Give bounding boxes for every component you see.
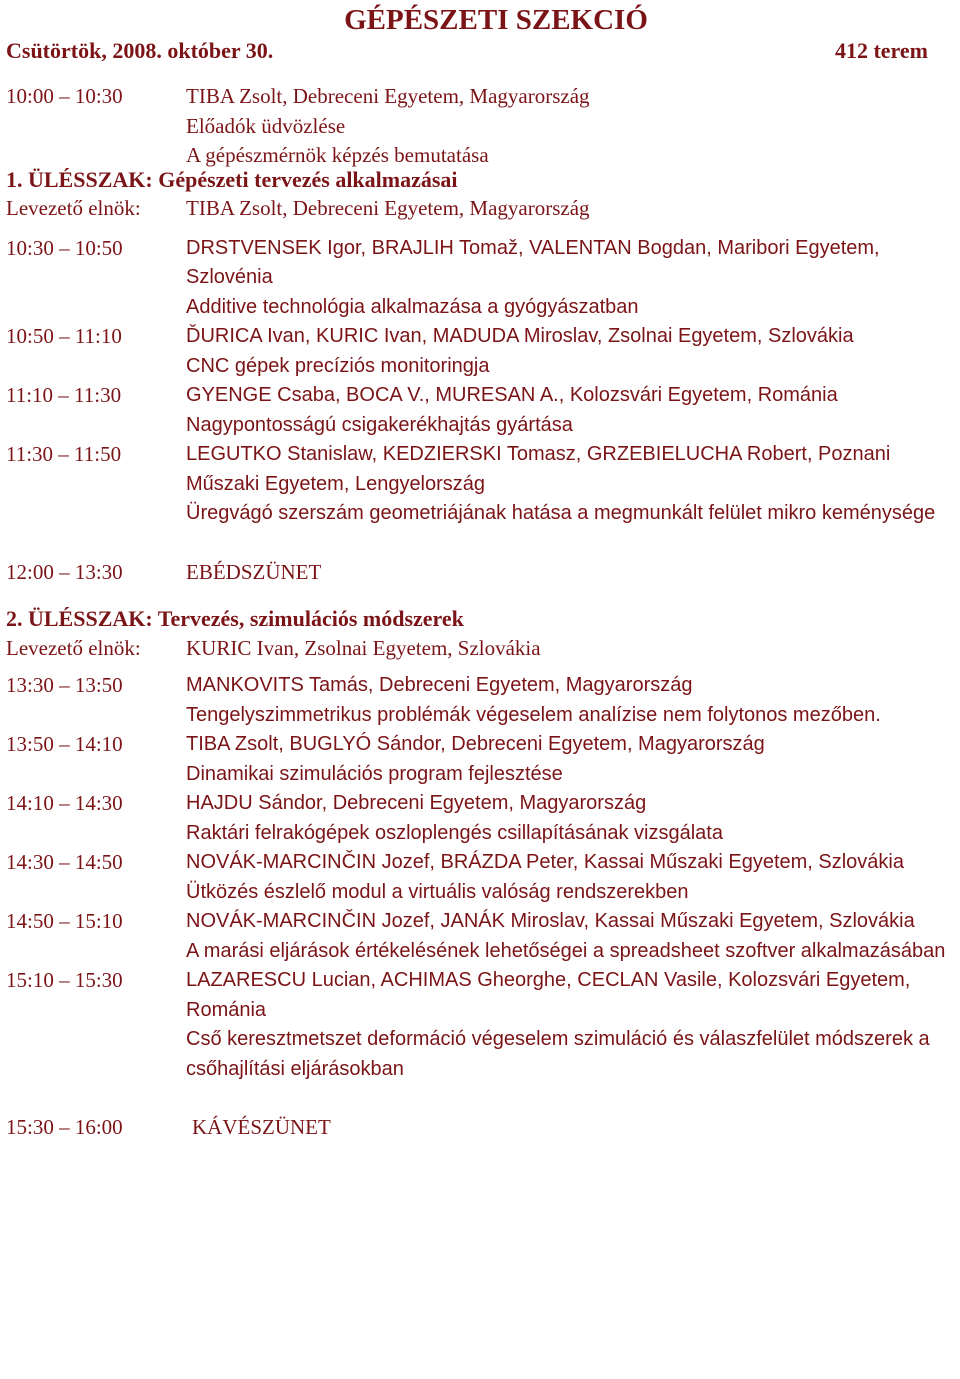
opening-line: A gépészmérnök képzés bemutatása bbox=[186, 143, 489, 167]
talk-title: Raktári felrakógépek oszloplengés csillapításának vizsgálata bbox=[186, 821, 723, 844]
talk-title: Üregvágó szerszám geometriájának hatása a megmunkált felület mikro keménysége bbox=[186, 502, 936, 524]
event-date: Csütörtök, 2008. október 30. bbox=[6, 38, 274, 63]
chair-name: KURIC Ivan, Zsolnai Egyetem, Szlovákia bbox=[186, 635, 541, 660]
talk-title: Ütközés észlelő modul a virtuális valóság rendszerekben bbox=[186, 880, 689, 903]
session-talk-list bbox=[6, 234, 956, 529]
slot-time: 13:50 – 14:10 bbox=[6, 732, 123, 756]
talk-title: Additive technológia alkalmazása a gyógyászatban bbox=[186, 295, 639, 318]
slot-time: 10:30 – 10:50 bbox=[6, 235, 123, 260]
session-chair bbox=[6, 194, 956, 224]
talk-authors: HAJDU Sándor, Debreceni Egyetem, Magyarország bbox=[186, 792, 647, 814]
date-room-row bbox=[6, 36, 956, 66]
talk-slot bbox=[6, 848, 956, 907]
program-page bbox=[6, 0, 956, 1143]
session-title: 2. ÜLÉSSZAK: Tervezés, szimulációs módszerek bbox=[6, 606, 464, 631]
slot-time: 15:10 – 15:30 bbox=[6, 968, 123, 992]
talk-authors: TIBA Zsolt, BUGLYÓ Sándor, Debreceni Egyetem, Magyarország bbox=[186, 733, 765, 755]
section-title: GÉPÉSZETI SZEKCIÓ bbox=[344, 4, 648, 36]
talk-slot bbox=[6, 322, 956, 381]
chair-name: TIBA Zsolt, Debreceni Egyetem, Magyarország bbox=[186, 196, 590, 220]
talk-slot bbox=[6, 789, 956, 848]
opening-slot bbox=[6, 82, 956, 171]
session-title: 1. ÜLÉSSZAK: Gépészeti tervezés alkalmazásai bbox=[6, 166, 458, 192]
slot-time: 14:10 – 14:30 bbox=[6, 791, 123, 815]
talk-authors: NOVÁK-MARCINČIN Jozef, BRÁZDA Peter, Kassai Műszaki Egyetem, Szlovákia bbox=[186, 851, 904, 873]
slot-time: 13:30 – 13:50 bbox=[6, 673, 123, 697]
slot-time: 15:30 – 16:00 bbox=[6, 1115, 123, 1139]
talk-slot bbox=[6, 440, 956, 529]
lunch-break bbox=[6, 558, 956, 588]
break-label: KÁVÉSZÜNET bbox=[192, 1115, 331, 1139]
slot-time: 14:50 – 15:10 bbox=[6, 909, 123, 933]
talk-slot bbox=[6, 381, 956, 440]
talk-authors: MANKOVITS Tamás, Debreceni Egyetem, Magyarország bbox=[186, 674, 693, 696]
session-chair bbox=[6, 634, 956, 664]
talk-slot bbox=[6, 730, 956, 789]
talk-title: Cső keresztmetszet deformáció végeselem szimuláció és válaszfelület módszerek a csőhajlítási eljárásokban bbox=[186, 1028, 930, 1080]
opening-line: Előadók üdvözlése bbox=[186, 113, 346, 138]
talk-title: Dinamikai szimulációs program fejlesztése bbox=[186, 762, 563, 785]
talk-title: Nagypontosságú csigakerékhajtás gyártása bbox=[186, 413, 573, 436]
slot-time: 11:30 – 11:50 bbox=[6, 442, 122, 466]
slot-time: 12:00 – 13:30 bbox=[6, 559, 123, 584]
talk-authors: GYENGE Csaba, BOCA V., MURESAN A., Kolozsvári Egyetem, Románia bbox=[186, 384, 838, 406]
talk-authors: ĎURICA Ivan, KURIC Ivan, MADUDA Miroslav, Zsolnai Egyetem, Szlovákia bbox=[186, 325, 854, 347]
slot-time: 11:10 – 11:30 bbox=[6, 383, 122, 407]
slot-time: 10:00 – 10:30 bbox=[6, 84, 123, 108]
coffee-break bbox=[6, 1113, 956, 1143]
talk-authors: LEGUTKO Stanislaw, KEDZIERSKI Tomasz, GRZEBIELUCHA Robert, Poznani Műszaki Egyetem, Lengyelország bbox=[186, 443, 891, 495]
slot-time: 10:50 – 11:10 bbox=[6, 324, 122, 348]
talk-authors: DRSTVENSEK Igor, BRAJLIH Tomaž, VALENTAN Bogdan, Maribori Egyetem, Szlovénia bbox=[186, 236, 880, 288]
room-label: 412 terem bbox=[834, 38, 928, 63]
talk-title: CNC gépek precíziós monitoringja bbox=[186, 354, 490, 377]
talk-title: A marási eljárások értékelésének lehetőségei a spreadsheet szoftver alkalmazásában bbox=[186, 939, 946, 962]
talk-authors: NOVÁK-MARCINČIN Jozef, JANÁK Miroslav, Kassai Műszaki Egyetem, Szlovákia bbox=[186, 910, 915, 932]
chair-label: Levezető elnök: bbox=[6, 635, 141, 660]
chair-label: Levezető elnök: bbox=[6, 196, 141, 220]
talk-slot bbox=[6, 966, 956, 1084]
talk-title: Tengelyszimmetrikus problémák végeselem analízise nem folytonos mezőben. bbox=[186, 703, 881, 726]
session-talk-list bbox=[6, 671, 956, 1084]
talk-authors: LAZARESCU Lucian, ACHIMAS Gheorghe, CECLAN Vasile, Kolozsvári Egyetem, Románia bbox=[186, 969, 911, 1021]
talk-slot bbox=[6, 234, 956, 323]
opening-speaker: TIBA Zsolt, Debreceni Egyetem, Magyarország bbox=[186, 84, 590, 108]
slot-time: 14:30 – 14:50 bbox=[6, 850, 123, 874]
talk-slot bbox=[6, 671, 956, 730]
break-label: EBÉDSZÜNET bbox=[186, 559, 322, 584]
talk-slot bbox=[6, 907, 956, 966]
